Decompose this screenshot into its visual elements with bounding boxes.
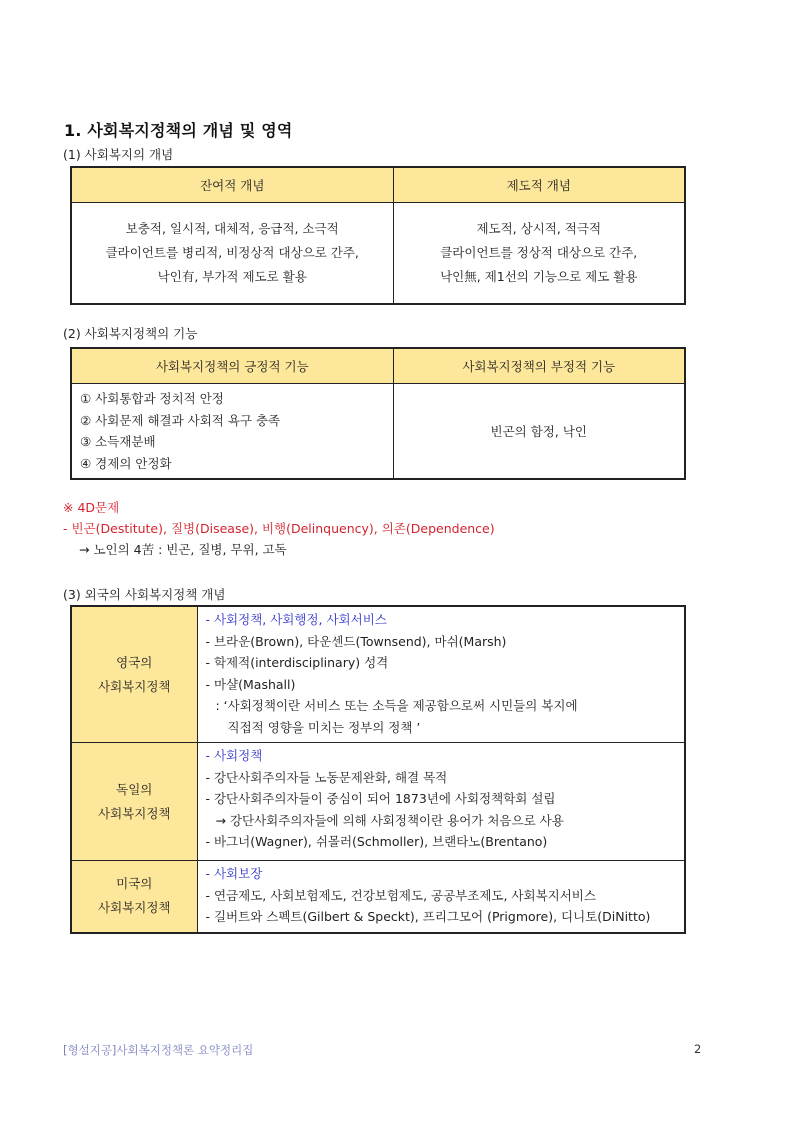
content-line: - 연금제도, 사회보험제도, 건강보험제도, 공공부조제도, 사회복지서비스: [205, 887, 596, 903]
highlight-line: - 사회정책: [205, 748, 263, 763]
cell-line: 낙인有, 부가적 제도로 활용: [157, 268, 307, 284]
content-line: - 강단사회주의자들 노동문제완화, 해결 목적: [205, 769, 448, 785]
content-line: : ‘사회정책이란 서비스 또는 소득을 제공함으로써 시민들의 복지에: [215, 698, 578, 713]
institutional-cell: [393, 203, 685, 304]
note-4d-elderly: → 노인의 4苦 : 빈곤, 질병, 무위, 고독: [79, 542, 287, 557]
label-line: 사회복지정책: [98, 900, 171, 916]
subsection-1-title: (1) 사회복지의 개념: [63, 147, 174, 162]
row-label-germany: [71, 743, 197, 861]
cell-line: 클라이언트를 병리적, 비정상적 대상으로 간주,: [105, 244, 359, 260]
row-content-germany: [197, 743, 685, 861]
note-4d-title: ※ 4D문제: [63, 500, 120, 515]
header-positive: 사회복지정책의 긍정적 기능: [71, 348, 393, 384]
list-item: ③ 소득재분배: [80, 434, 156, 449]
content-line: - 학제적(interdisciplinary) 성격: [205, 655, 389, 670]
positive-functions-cell: [71, 384, 393, 480]
content-line: 직접적 영향을 미치는 정부의 정책 ’: [227, 719, 421, 735]
label-line: 영국의: [116, 654, 153, 670]
row-content-usa: [197, 861, 685, 933]
row-content-uk: [197, 606, 685, 743]
subsection-2-title: (2) 사회복지정책의 기능: [63, 326, 198, 341]
label-line: 미국의: [116, 876, 153, 892]
negative-functions-cell: 빈곤의 함정, 낙인: [393, 384, 685, 480]
header-institutional: 제도적 개념: [393, 167, 685, 203]
content-line: - 마샬(Mashall): [205, 676, 296, 692]
page-number: 2: [694, 1042, 702, 1056]
label-line: 사회복지정책: [98, 805, 171, 821]
row-label-uk: [71, 606, 197, 743]
subsection-3-title: (3) 외국의 사회복지정책 개념: [63, 587, 226, 602]
content-line: - 바그너(Wagner), 쉬몰러(Schmoller), 브랜타노(Brentano): [205, 834, 548, 849]
list-item: ④ 경제의 안정화: [80, 455, 172, 471]
row-label-usa: [71, 861, 197, 933]
highlight-line: - 사회정책, 사회행정, 사회서비스: [205, 612, 387, 627]
cell-line: 제도적, 상시적, 적극적: [476, 220, 602, 236]
list-item: ① 사회통합과 정치적 안정: [80, 391, 224, 406]
label-line: 독일의: [116, 781, 153, 797]
cell-line: 클라이언트를 정상적 대상으로 간주,: [440, 244, 638, 260]
note-4d-line: - 빈곤(Destitute), 질병(Disease), 비행(Delinquency), 의존(Dependence): [63, 521, 495, 536]
header-residual: 잔여적 개념: [71, 167, 393, 203]
policy-function-table: [70, 347, 686, 480]
content-line: - 강단사회주의자들이 중심이 되어 1873년에 사회정책학회 설립: [205, 791, 556, 806]
cell-line: 보충적, 일시적, 대체적, 응급적, 소극적: [125, 220, 339, 236]
label-line: 사회복지정책: [98, 678, 171, 694]
residual-cell: [71, 203, 393, 304]
welfare-concept-table: [70, 166, 686, 305]
foreign-policy-table: [70, 605, 686, 934]
content-line: - 길버트와 스펙트(Gilbert & Speckt), 프리그모어 (Prigmore), 디니토(DiNitto): [205, 909, 651, 924]
footer-title: [형설지공]사회복지정책론 요약정리집: [63, 1043, 254, 1057]
list-item: ② 사회문제 해결과 사회적 욕구 충족: [80, 412, 281, 428]
content-line: - 브라운(Brown), 타운센드(Townsend), 마쉬(Marsh): [205, 633, 507, 649]
section-title: 1. 사회복지정책의 개념 및 영역: [64, 121, 293, 140]
cell-line: 낙인無, 제1선의 기능으로 제도 활용: [440, 268, 638, 284]
highlight-line: - 사회보장: [205, 866, 263, 881]
header-negative: 사회복지정책의 부정적 기능: [393, 348, 685, 384]
content-line: → 강단사회주의자들에 의해 사회정책이란 용어가 처음으로 사용: [215, 812, 564, 828]
